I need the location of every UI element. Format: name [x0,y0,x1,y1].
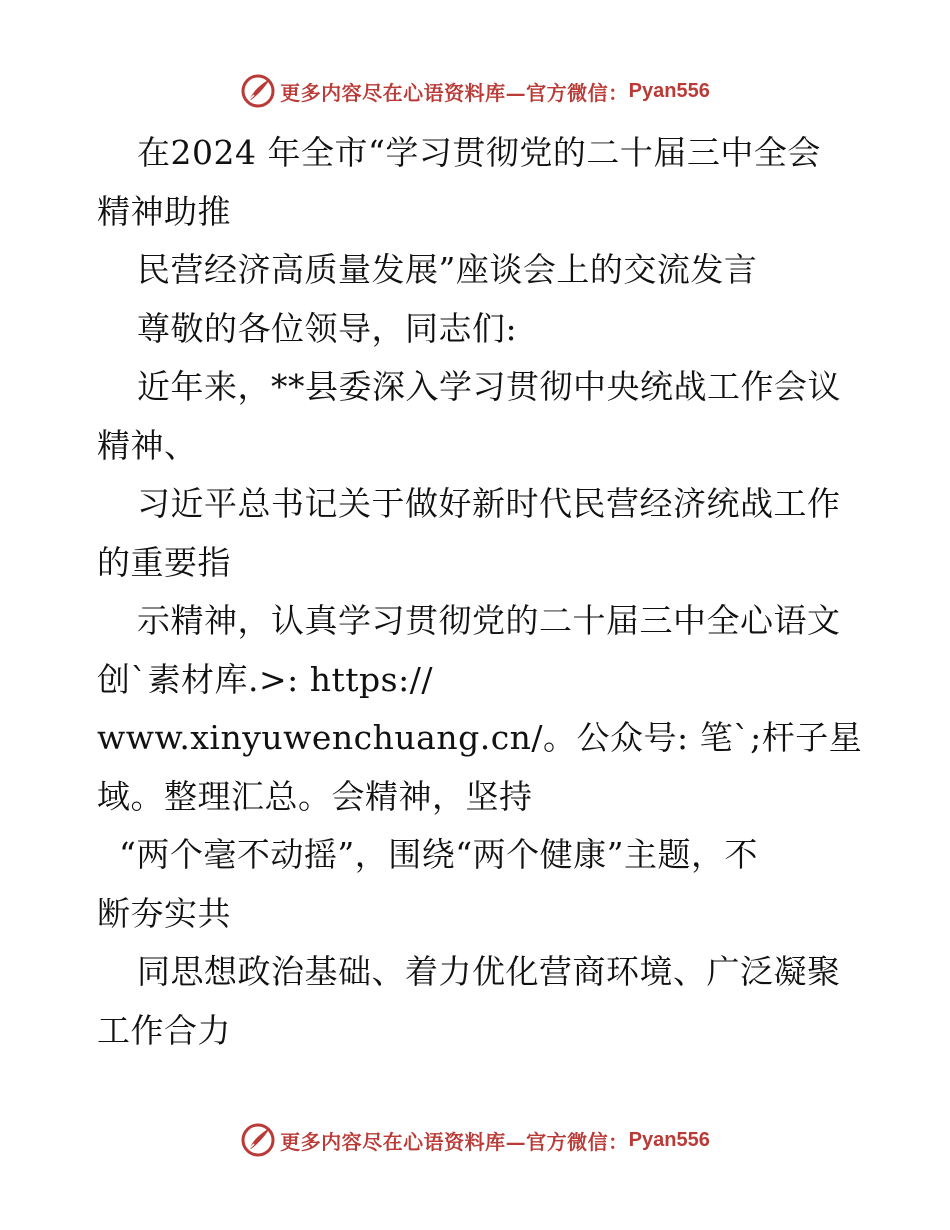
text-line: 尊敬的各位领导，同志们: [137,308,518,348]
text-line: 域。整理汇总。会精神，坚持 [97,776,533,816]
text-line: 习近平总书记关于做好新时代民营经济统战工作 [137,484,841,523]
text-line: 的重要指 [97,542,231,582]
footer-watermark [0,1120,950,1160]
text-line: 创`素材库.>: https:// [97,659,433,699]
text-line: 断夯实共 [97,893,231,933]
text-line: 示精神，认真学习贯彻党的二十届三中全心语文 [137,601,841,640]
document-body [97,124,863,1060]
header-watermark [0,71,950,111]
watermark-wechat-id: Pyan556 [628,1128,710,1151]
text-line: 精神助推 [97,191,231,231]
text-line: “两个毫不动摇”，围绕“两个健康”主题，不 [119,835,758,874]
text-line: www.xinyuwenchuang.cn/。公众号: 笔`;杆子星 [97,718,863,757]
quill-logo-icon [240,73,276,109]
text-line: 精神、 [97,425,198,465]
text-line: 近年来，**县委深入学习贯彻中央统战工作会议 [137,367,841,406]
text-line: 同思想政治基础、着力优化营商环境、广泛凝聚 [137,952,841,991]
watermark-text: 更多内容尽在心语资料库—官方微信： [280,80,629,105]
watermark-wechat-id: Pyan556 [628,79,710,102]
watermark-text: 更多内容尽在心语资料库—官方微信： [280,1129,629,1154]
text-line: 在2024 年全市“学习贯彻党的二十届三中全会 [137,133,821,172]
quill-logo-icon [240,1122,276,1158]
text-line: 工作合力 [97,1010,231,1050]
text-line: 民营经济高质量发展”座谈会上的交流发言 [137,250,758,289]
